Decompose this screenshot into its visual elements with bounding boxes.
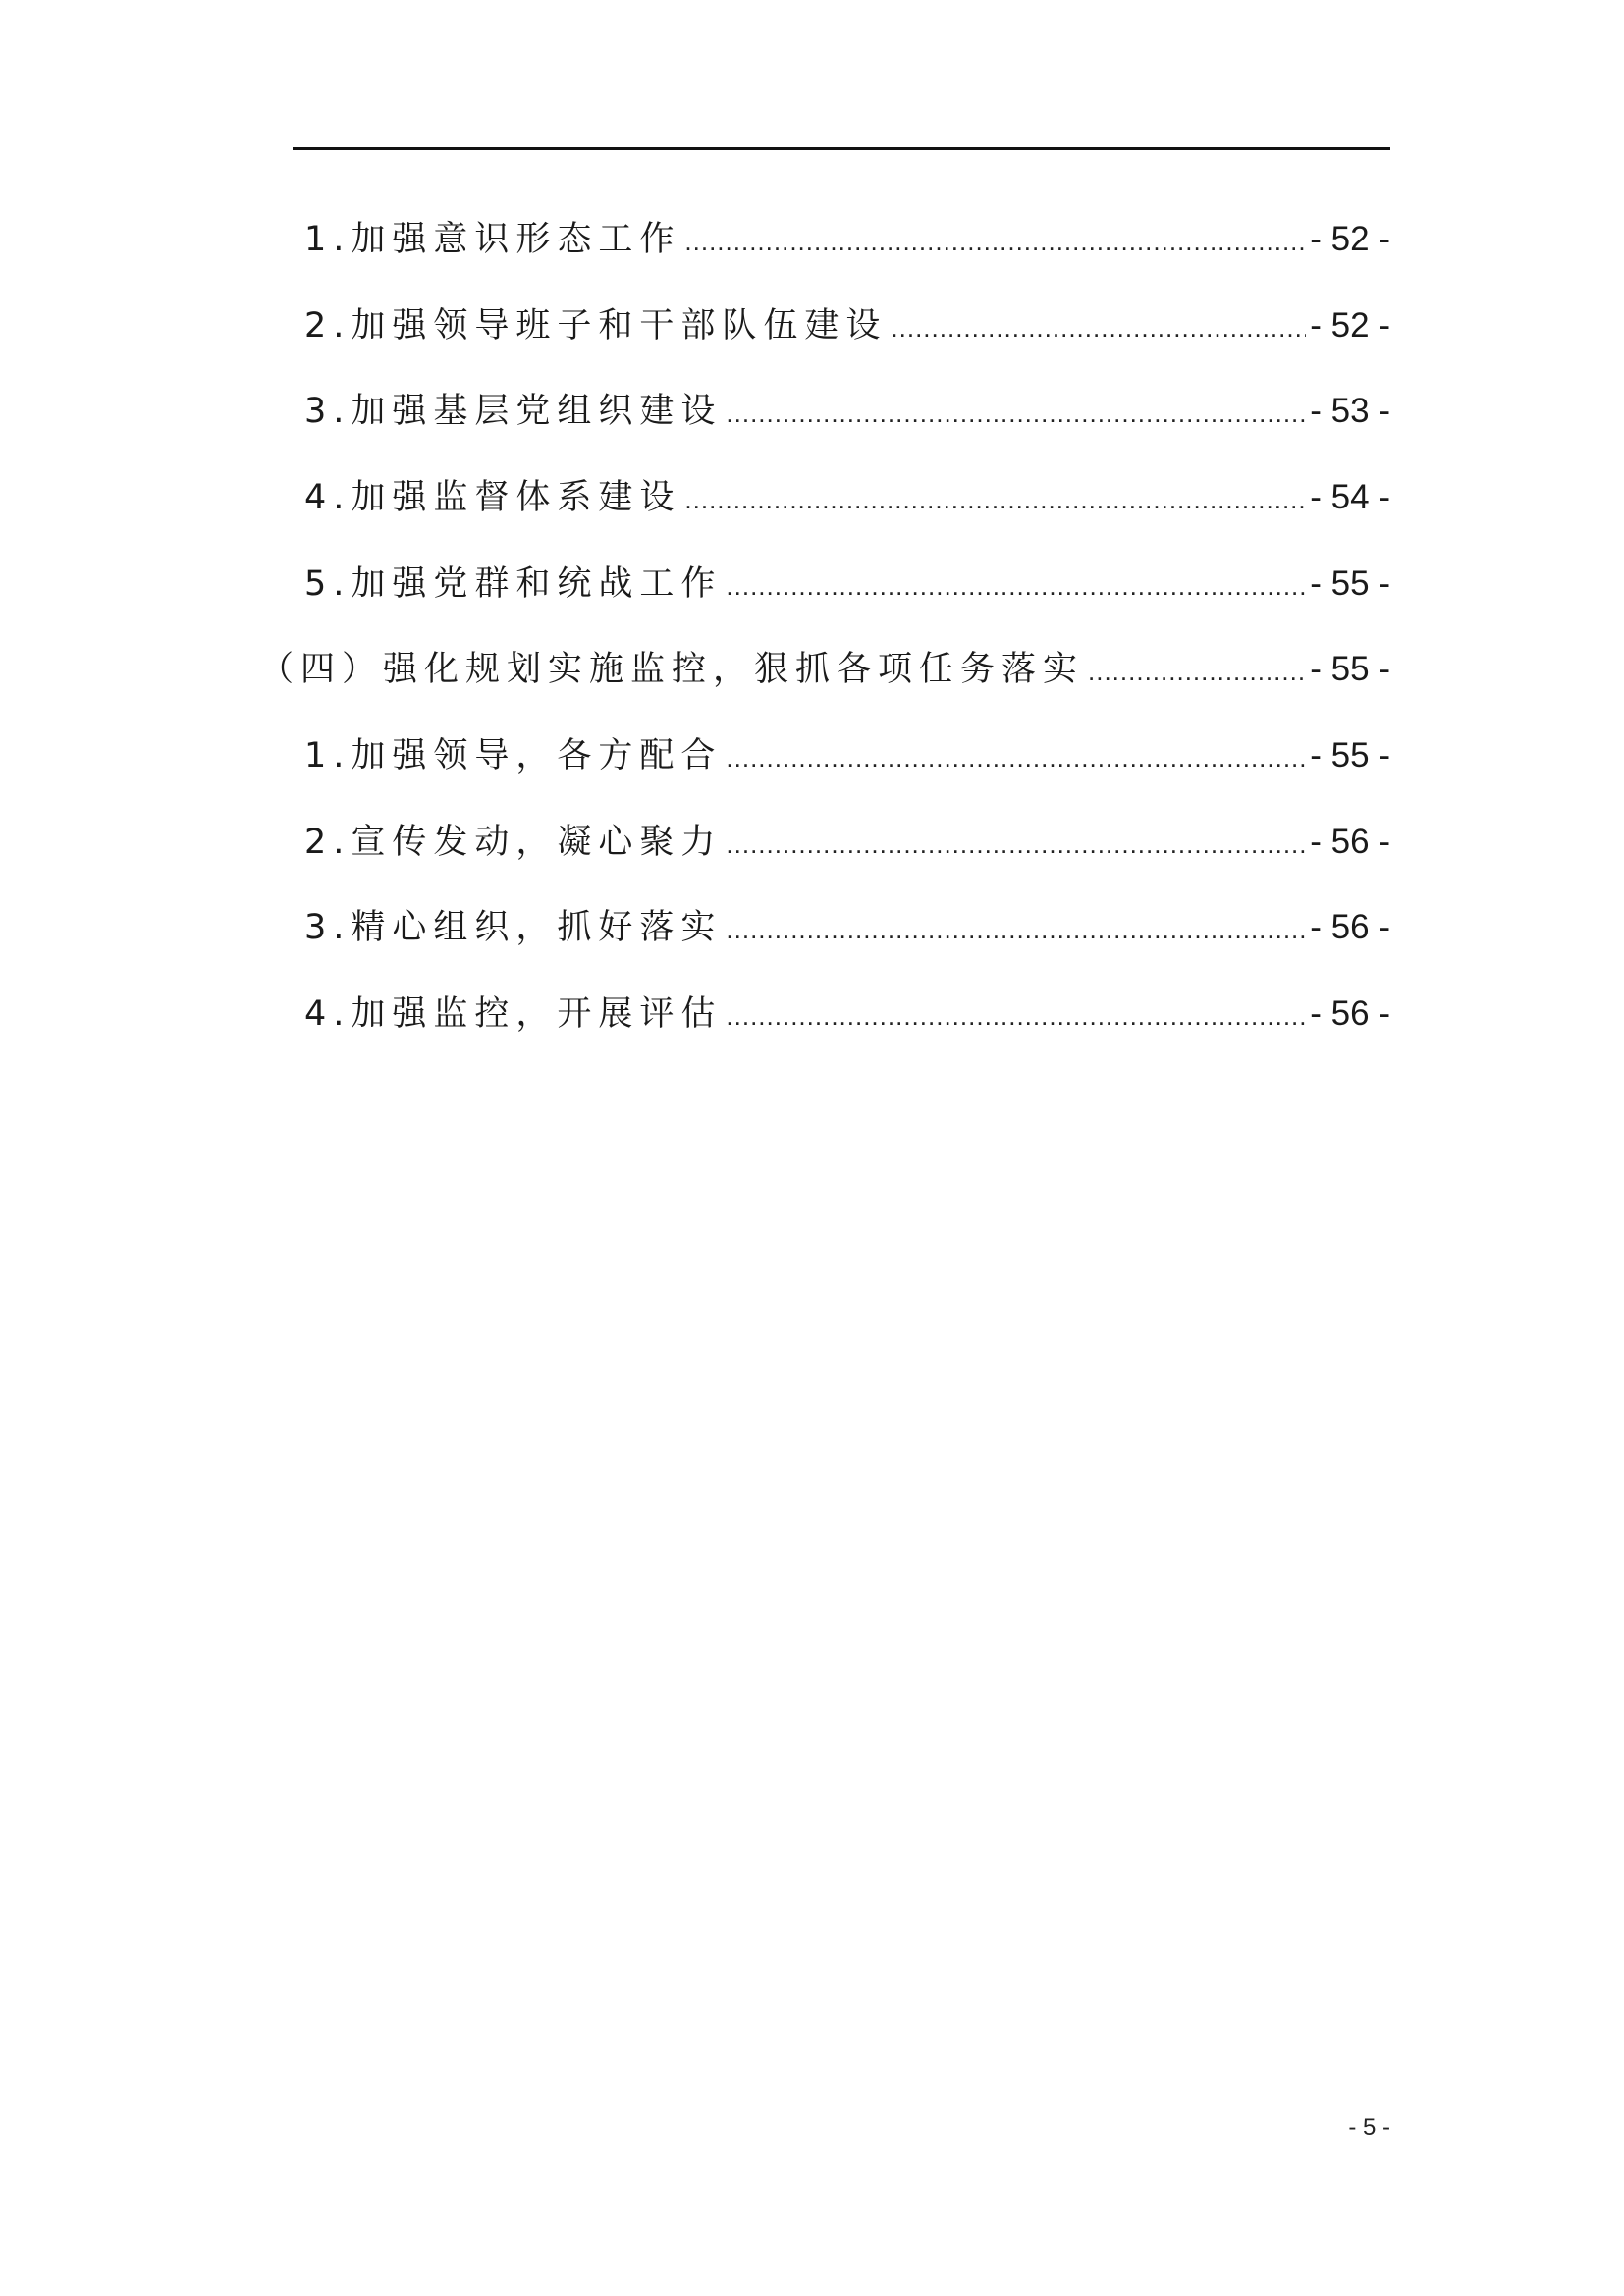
toc-dot-leader [726, 823, 1306, 866]
toc-entry[interactable] [304, 734, 1390, 777]
toc-dot-leader [726, 564, 1306, 608]
page-number: - 5 - [1348, 2114, 1390, 2141]
toc-entry-section[interactable] [259, 648, 1390, 691]
toc-entry-page: - 55 - [1310, 564, 1390, 603]
toc-entry[interactable] [304, 906, 1390, 949]
toc-entry-page: - 56 - [1310, 823, 1390, 861]
toc-entry-page: - 55 - [1310, 736, 1390, 774]
toc-entry-title: 2.加强领导班子和干部队伍建设 [304, 306, 888, 346]
toc-entry[interactable] [304, 562, 1390, 606]
toc-entry-page: - 54 - [1310, 478, 1390, 516]
toc-entry-title: 3.精心组织，抓好落实 [304, 908, 723, 947]
toc-entry-title: 1.加强领导，各方配合 [304, 736, 723, 775]
toc-dot-leader [726, 392, 1306, 435]
toc-entry-page: - 56 - [1310, 994, 1390, 1033]
toc-entry-page: - 52 - [1310, 220, 1390, 258]
header-rule [293, 147, 1390, 150]
toc-dot-leader [726, 908, 1306, 951]
toc-entry-title: 3.加强基层党组织建设 [304, 392, 723, 431]
toc-entry-title: 1.加强意识形态工作 [304, 220, 681, 259]
toc-entry[interactable] [304, 218, 1390, 261]
toc-entry-page: - 56 - [1310, 908, 1390, 946]
toc-entry[interactable] [304, 992, 1390, 1036]
toc-entry-title: 5.加强党群和统战工作 [304, 564, 723, 604]
toc-dot-leader [684, 478, 1306, 521]
toc-entry-page: - 53 - [1310, 392, 1390, 430]
toc-entry-title: 4.加强监督体系建设 [304, 478, 681, 517]
toc-entry-title: 2.宣传发动，凝心聚力 [304, 823, 723, 862]
toc-entry[interactable] [304, 821, 1390, 864]
toc-entry-page: - 55 - [1310, 650, 1390, 688]
toc-entry-title: （四）强化规划实施监控，狠抓各项任务落实 [259, 650, 1085, 689]
toc-entry[interactable] [304, 476, 1390, 519]
toc-dot-leader [1088, 650, 1306, 693]
toc-entry[interactable] [304, 390, 1390, 433]
toc-dot-leader [684, 220, 1306, 263]
toc-entry-page: - 52 - [1310, 306, 1390, 345]
toc-dot-leader [726, 736, 1306, 779]
toc-entry-title: 4.加强监控，开展评估 [304, 994, 723, 1034]
toc-dot-leader [726, 994, 1306, 1038]
toc-entry[interactable] [304, 304, 1390, 347]
toc-dot-leader [891, 306, 1306, 349]
